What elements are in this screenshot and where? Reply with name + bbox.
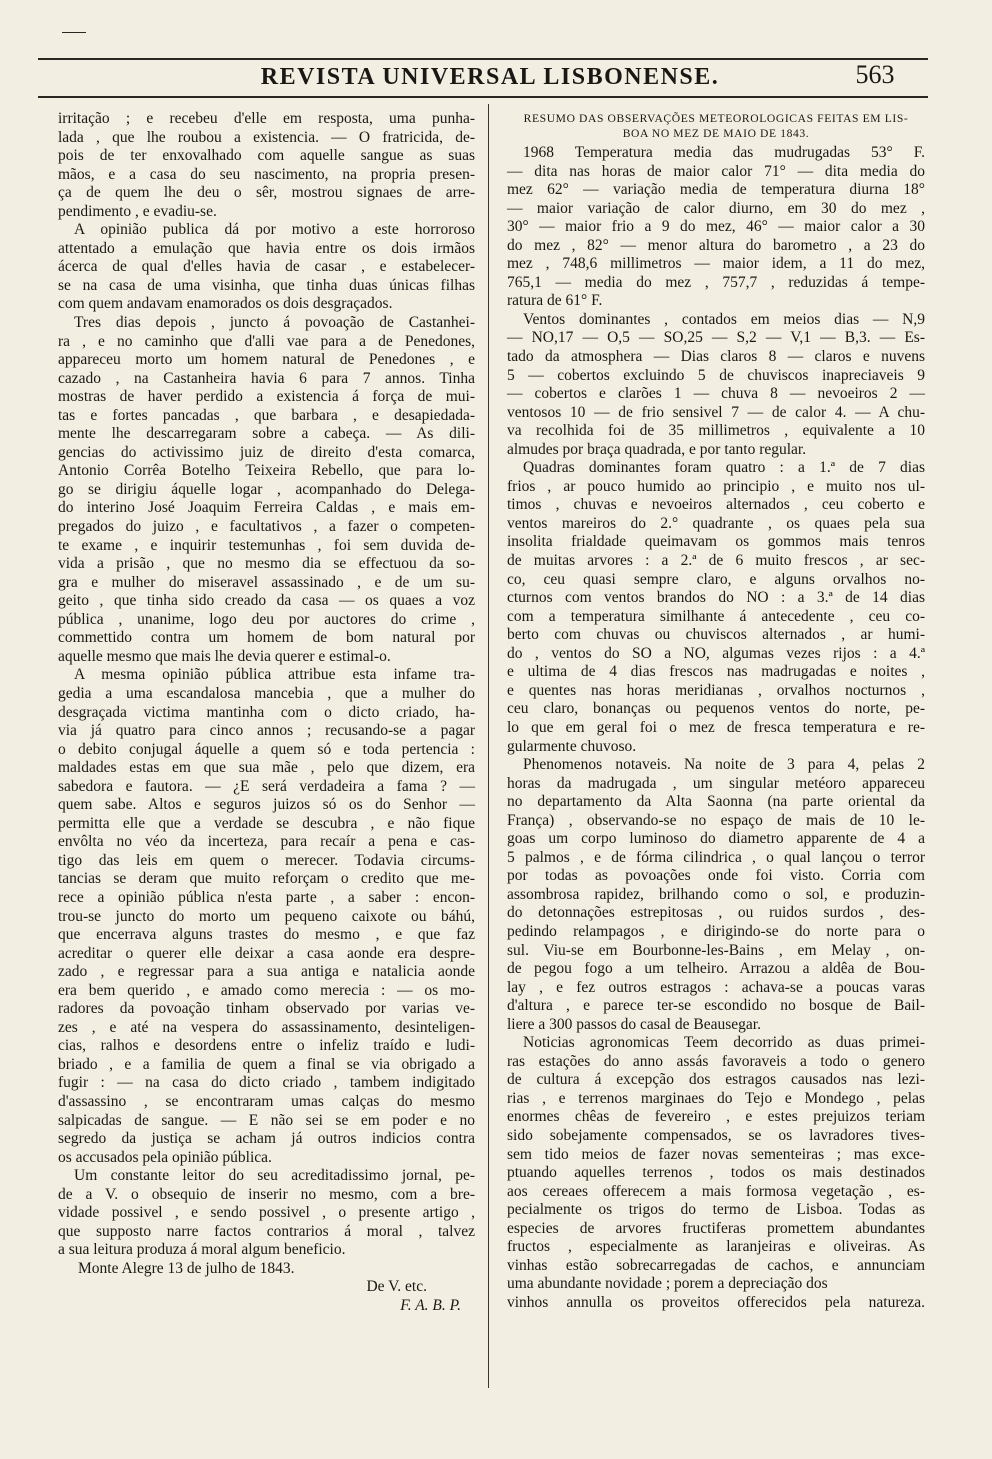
masthead: REVISTA UNIVERSAL LISBONENSE. [260, 64, 720, 90]
text-line: sido sobejamente compensados, se os lavradores tives- [507, 1126, 925, 1144]
text-line: d'altura , e parece ter-se escondido no bosque de Bail- [507, 997, 925, 1015]
text-line: 1968 Temperatura media das mudrugadas 53° F. [523, 144, 925, 161]
text-line: te exame , e inquirir testemunhas , foi sem duvida de- [58, 536, 475, 554]
text-line: 30° — maior frio a 9 do mez, 46° — maior calor a 30 [507, 218, 925, 236]
text-line: go se dirigiu áquelle logar , acompanhado do Delega- [58, 480, 475, 498]
report-title-line: BOA NO MEZ DE MAIO DE 1843. [622, 126, 810, 140]
text-line: ça de quem lhe deu o sêr, mostrou signaes de arre- [58, 184, 475, 202]
text-line: radores da povoação tinham observado por varias ve- [58, 1000, 475, 1018]
text-line: pública , unanime, logo deu por auctores do crime , [58, 610, 475, 628]
text-line: ácerca de qual d'elles havia de casar , e estabelecer- [58, 258, 475, 276]
text-line: pecialmente os trigos do termo de Lisboa. Todas as [507, 1201, 925, 1219]
text-line: frios , ar pouco humido ao principio , e muito nos ul- [507, 477, 925, 495]
text-line: mez , 748,6 millimetros — maior idem, a 11 do mez, [507, 255, 925, 273]
text-line: envôlta no véo da incerteza, para recaír a pena e cas- [58, 833, 475, 851]
text-line: A mesma opinião pública attribue esta infame tra- [74, 666, 475, 684]
text-line: mostras de haver perdido a existencia á força de mui- [58, 388, 475, 406]
text-line: gedia a uma escandalosa mancebia , que a mulher do [58, 684, 475, 702]
text-line: tas e fortes pancadas , que barbara , e desapiedada- [58, 406, 475, 424]
text-line: — dita nas horas de maior calor 71° — dita media do [507, 162, 925, 180]
text-line: uma abundante novidade ; porem a depreciação dos [507, 1275, 828, 1293]
place-date: Monte Alegre 13 de julho de 1843. [78, 1259, 295, 1277]
text-line: enormes chêas de fevereiro , e estes prejuizos teriam [507, 1108, 925, 1126]
text-line: attentado a emulação que havia entre os dois irmãos [58, 239, 475, 257]
text-line: 765,1 — media do mez , 757,7 , reduzidas á tempe- [507, 273, 925, 291]
text-line: ptuando aquelles terrenos , todos os mais destinados [507, 1164, 925, 1182]
text-line: timos , chuvas e nevoeiros alternados , ceu coberto e [507, 496, 925, 514]
text-line: mez 62° — variação media de temperatura diurna 18° [507, 181, 925, 199]
text-line: ra , e no caminho que d'alli vae para a de Penedones, [58, 332, 475, 350]
text-line: vinhos annulla os proveitos offerecidos pela natureza. [507, 1293, 925, 1311]
text-line: que supposto narre factos contrarios á moral , talvez [58, 1222, 475, 1240]
report-title-line: RESUMO DAS OBSERVAÇÕES METEOROLOGICAS FEITAS EM LIS- [523, 112, 909, 125]
text-line: desgraçada victima mantinha com o dicto criado, ha- [58, 703, 475, 721]
text-line: ratura de 61° F. [507, 292, 603, 310]
text-line: era bem querido , e amado como merecia : — os mo- [58, 981, 475, 999]
text-line: sul. Viu-se em Bourbonne-les-Bains , em Melay , on- [507, 941, 925, 959]
text-line: no departamento da Alta Saonna (na parte oriental da [507, 793, 925, 811]
text-line: geito , que tinha sido creado da casa — os quaes a voz [58, 592, 475, 610]
text-line: gularmente chuvoso. [507, 737, 637, 755]
text-line: — NO,17 — O,5 — SO,25 — S,2 — V,1 — B,3. — Es- [507, 329, 925, 347]
text-line: de muitas arvores : a 2.ª de 6 muito frescos , ar sec- [507, 552, 925, 570]
text-line: com a temperatura similhante á antecedente , ceu co- [507, 607, 925, 625]
text-line: rece a opinião pública n'esta parte , a saber : encon- [58, 888, 475, 906]
text-line: pregados do juizo , e facultativos , a fazer o competen- [58, 518, 475, 536]
text-line: ceu claro, bonanças ou pequenos ventos do norte, pe- [507, 700, 925, 718]
text-line: gencias do activissimo juiz de direito d'esta comarca, [58, 443, 475, 461]
text-line: 5 palmos , e de fórma cilindrica , o qual lançou o terror [507, 848, 925, 866]
text-line: segredo da justiça se acham já outros indicios contra [58, 1130, 475, 1148]
text-line: do interino José Joaquim Ferreira Caldas , e mais em- [58, 499, 475, 517]
text-line: rias , e terrenos marginaes do Tejo e Mondego , pelas [507, 1089, 925, 1107]
text-line: commettido contra um homem de bom natural por [58, 629, 475, 647]
text-line: assombrosa rapidez, brilhando como o sol, e produzin- [507, 885, 925, 903]
text-line: vidade possivel , e sendo possivel , o presente artigo , [58, 1204, 475, 1222]
text-line: zes , e até na vespera do assassinamento, desinteligen- [58, 1018, 475, 1036]
text-line: Phenomenos notaveis. Na noite de 3 para 4, pelas 2 [523, 756, 925, 774]
text-line: fructos , especialmente as laranjeiras e oliveiras. As [507, 1238, 925, 1256]
text-line: berto com chuvas ou chuviscos alternados , ar humi- [507, 626, 925, 644]
text-line: a sua leitura produza á moral algum beneficio. [58, 1241, 346, 1259]
text-line: — cobertos e clarões 1 — chuva 8 — nevoeiros 2 — [507, 385, 925, 403]
text-line: tigo das leis em quem o merecer. Todavia circums- [58, 851, 475, 869]
text-line: pendimento , e evadiu-se. [58, 202, 217, 220]
text-line: do detonnações estrepitosas , ou ruidos surdos , des- [507, 904, 925, 922]
text-line: lo que em geral foi o mez de fresca temperatura e re- [507, 718, 925, 736]
text-line: cazado , na Castanheira havia 6 para 7 annos. Tinha [58, 369, 475, 387]
text-line: e quentes nas horas meridianas , orvalhos nocturnos , [507, 681, 925, 699]
text-line: salpicadas de sangue. — E não sei se em poder e no [58, 1111, 475, 1129]
text-line: almudes por braça quadrada, e por tanto regular. [507, 440, 807, 458]
text-line: acreditar o querer elle deixar a casa aonde era despre- [58, 944, 475, 962]
text-line: por todas as povoações onde foi visto. Corria com [507, 867, 925, 885]
text-line: cias, ralhos e desordens entre o infeliz traído e ludi- [58, 1037, 475, 1055]
text-line: o debito conjugal áquelle a quem só e toda pertencia : [58, 740, 475, 758]
text-line: Antonio Corrêa Botelho Teixeira Rebello, que para lo- [58, 462, 475, 480]
text-line: sabedora e fautora. — ¿E será verdadeira a fama ? — [58, 777, 475, 795]
text-line: va recolhida foi de 35 millimetros , equivalente a 10 [507, 422, 925, 440]
header-rule [38, 96, 928, 98]
text-line: do mez , 82° — menor altura do barometro , a 23 do [507, 236, 925, 254]
text-line: — maior variação de calor diurno, em 30 do mez , [507, 199, 925, 217]
author-initials: F. A. B. P. [400, 1297, 461, 1314]
text-line: trou-se juncto do morto um pequeno caixote ou báhú, [58, 907, 475, 925]
text-line: aquelle mesmo que mais lhe devia querer e estimal-o. [58, 647, 391, 665]
text-line: sem tido meios de fazer novas sementeiras ; mas exce- [507, 1145, 925, 1163]
text-line: horas da madrugada , um singular metéoro appareceu [507, 774, 925, 792]
text-line: aos cereaes offerecem a mais formosa vegetação , es- [507, 1182, 925, 1200]
report-body [507, 144, 925, 1312]
text-line: lada , que lhe roubou a existencia. — O fratricida, de- [58, 128, 475, 146]
text-line: d'assassino , se encontraram umas calças do mesmo [58, 1092, 475, 1110]
text-line: gra e mulher do miseravel assassinado , e de um su- [58, 573, 475, 591]
text-line: mãos, e a casa do seu nascimento, na propria presen- [58, 165, 475, 183]
page-number: 563 [855, 60, 895, 89]
text-line: lay , e fez outros estragos : achava-se a poucas varas [507, 978, 925, 996]
text-line: que encerrava alguns trastes do mesmo , e que faz [58, 926, 475, 944]
text-line: Um constante leitor do seu acreditadissimo jornal, pe- [74, 1167, 475, 1185]
text-line: briado , e a familia de quem a final se via obrigado a [58, 1055, 475, 1073]
text-line: insolita frialdade queimavam os gommos mais tenros [507, 533, 925, 551]
text-line: liere a 300 passos do casal de Beausegar. [507, 1015, 761, 1033]
right-column [507, 110, 925, 1312]
text-line: cturnos com ventos brandos do NO : a 3.ª de 14 dias [507, 589, 925, 607]
text-line: França) , observando-se no espaço de mais de 10 le- [507, 811, 925, 829]
text-line: vida a prisão , que no mesmo dia se effectuou da so- [58, 555, 475, 573]
text-line: fugir : — na casa do dicto criado , tambem indigitado [58, 1074, 475, 1092]
text-line: os accusados pela opinião pública. [58, 1148, 272, 1166]
text-line: pedindo relampagos , e dirigindo-se do norte para o [507, 922, 925, 940]
text-line: ras estações do anno assás favoraveis a todo o genero [507, 1052, 925, 1070]
text-line: tado da atmosphera — Dias claros 8 — claros e nuvens [507, 348, 925, 366]
text-line: co, ceu quasi sempre claro, e alguns orvalhos no- [507, 570, 925, 588]
text-line: zado , e regressar para a sua antiga e natalicia aonde [58, 963, 475, 981]
column-divider [488, 104, 489, 1388]
text-line: pois de ter enxovalhado com aquelle sangue as suas [58, 147, 475, 165]
text-line: permitta elle que a verdade se descubra , e não fique [58, 814, 475, 832]
text-line: com quem andavam enamorados os dois desgraçados. [58, 295, 393, 313]
text-line: de a V. o obsequio de inserir no mesmo, com a bre- [58, 1185, 475, 1203]
text-line: de pegou fogo a um telheiro. Arrazou a aldêa de Bou- [507, 960, 925, 978]
text-line: 5 — cobertos excluindo 5 de chuviscos inapreciaveis 9 [507, 366, 925, 384]
text-line: se na casa de uma visinha, que tinha duas únicas filhas [58, 276, 475, 294]
text-line: ventosos 10 — de frio sensivel 7 — de calor 4. — A chu- [507, 403, 925, 421]
text-line: e ultima de 4 dias frescos nas madrugadas e noites , [507, 663, 925, 681]
text-line: maldades estas em que sua mãe , pelo que dizem, era [58, 759, 475, 777]
text-line: tancias se deram que muito reforçam o credito que me- [58, 870, 475, 888]
text-line: especies de arvores fructiferas promettem abundantes [507, 1219, 925, 1237]
text-line: quem sabe. Altos e seguros juizos só os do Senhor — [58, 796, 475, 814]
text-line: do , ventos do SO a NO, algumas vezes rijos : a 4.ª [507, 644, 925, 662]
text-line: goas um corpo luminoso do diametro apparente de 4 a [507, 830, 925, 848]
text-line: via já quatro para cinco annos ; recusando-se a pagar [58, 722, 475, 740]
text-line: A opinião publica dá por motivo a este horroroso [74, 221, 475, 239]
text-line: Noticias agronomicas Teem decorrido as duas primei- [523, 1034, 925, 1052]
text-line: ventos mareiros do 2.° quadrante , os quaes pela sua [507, 514, 925, 532]
text-line: Tres dias depois , juncto á povoação de Castanhei- [74, 314, 475, 332]
text-line: Ventos dominantes , contados em meios dias — N,9 [523, 310, 925, 328]
text-line: Quadras dominantes foram quatro : a 1.ª de 7 dias [523, 459, 925, 477]
corner-mark [62, 32, 86, 33]
text-line: irritação ; e recebeu d'elle em resposta, uma punha- [58, 110, 475, 127]
report-title [507, 110, 925, 141]
text-line: appareceu morto um homem natural de Penedones , e [58, 351, 475, 369]
text-line: vinhas estão sobrecarregadas de cachos, e annunciam [507, 1256, 925, 1274]
text-line: mente lhe descarregaram sobre a cabeça. — As dili- [58, 425, 475, 443]
closing: De V. etc. [366, 1278, 427, 1296]
left-column [58, 110, 475, 1316]
text-line: de cultura á excepção dos estragos causados nas lezi- [507, 1071, 925, 1089]
